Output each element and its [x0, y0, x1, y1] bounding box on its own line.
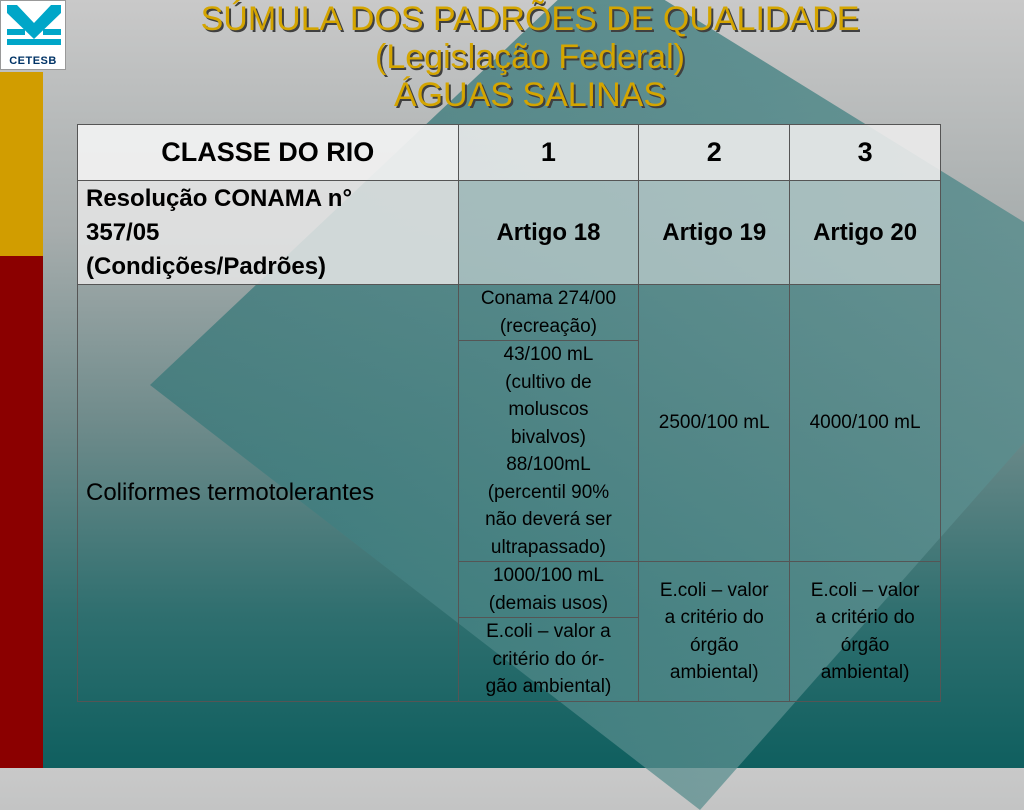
c1-r2-line-5: 88/100mL	[506, 454, 591, 475]
c2-lower-line-3: órgão	[689, 634, 739, 656]
c3-lower-line-3: órgão	[840, 634, 890, 656]
c1-r4-line-2: critério do ór-	[492, 648, 605, 670]
header-classe-1: 1	[458, 125, 639, 181]
resolucao-label-line-3: (Condições/Padrões)	[86, 252, 327, 280]
coliformes-c3-lower	[790, 562, 941, 702]
title-line-3: ÁGUAS SALINAS	[393, 76, 667, 114]
header-classe-do-rio: CLASSE DO RIO	[78, 125, 459, 181]
c1-r2-line-4: bivalvos)	[510, 426, 586, 448]
coliformes-c1-moluscos	[458, 341, 639, 562]
coliformes-c1-demais-usos	[458, 562, 639, 618]
resolucao-classe-2: Artigo 19	[639, 181, 790, 285]
header-classe-3: 3	[790, 125, 941, 181]
c1-r2-line-1: 43/100 mL	[503, 344, 594, 365]
c1-r1-line-2: (recreação)	[499, 315, 598, 337]
c1-r1-line-1: Conama 274/00	[480, 288, 617, 309]
c3-lower-line-4: ambiental)	[820, 662, 910, 683]
resolucao-classe-1: Artigo 18	[458, 181, 639, 285]
table-row-coliformes-1	[78, 285, 941, 341]
c2-lower-line-1: E.coli – valor	[659, 579, 769, 601]
c1-r2-line-2: (cultivo de	[505, 371, 592, 393]
header-classe-2: 2	[639, 125, 790, 181]
logo-text: CETESB	[9, 55, 57, 67]
c2-lower-line-2: a critério do	[664, 607, 764, 628]
c3-lower-line-1: E.coli – valor	[810, 579, 920, 601]
c1-r2-line-3: moluscos	[508, 399, 589, 420]
coliformes-c2-upper: 2500/100 mL	[639, 285, 790, 562]
c1-r3-line-1: 1000/100 mL	[492, 565, 604, 586]
resolucao-label-line-2: 357/05	[86, 218, 160, 246]
coliformes-c1-ecoli	[458, 618, 639, 702]
c1-r3-line-2: (demais usos)	[488, 592, 609, 614]
coliformes-c2-lower	[639, 562, 790, 702]
table-header-row	[78, 125, 941, 181]
resolucao-label-line-1: Resolução CONAMA n°	[86, 184, 353, 212]
c1-r2-line-7: não deverá ser	[485, 509, 612, 530]
table-row-resolucao	[78, 181, 941, 285]
c1-r4-line-1: E.coli – valor a	[486, 621, 611, 643]
c1-r4-line-3: gão ambiental)	[485, 676, 612, 698]
coliformes-c1-recreacao	[458, 285, 639, 341]
coliformes-c3-upper: 4000/100 mL	[790, 285, 941, 562]
coliformes-label: Coliformes termotolerantes	[78, 285, 459, 702]
page-title	[0, 0, 1024, 114]
c1-r2-line-6: (percentil 90%	[487, 481, 610, 503]
c2-lower-line-4: ambiental)	[669, 662, 759, 683]
c1-r2-line-8: ultrapassado)	[490, 536, 606, 558]
quality-standards-table	[77, 124, 941, 702]
resolucao-label	[78, 181, 459, 285]
resolucao-classe-3: Artigo 20	[790, 181, 941, 285]
c3-lower-line-2: a critério do	[815, 607, 915, 628]
title-line-1: SÚMULA DOS PADRÕES DE QUALIDADE	[200, 0, 860, 38]
title-line-2: (Legislação Federal)	[375, 38, 685, 76]
left-accent-bar-red	[0, 256, 43, 768]
